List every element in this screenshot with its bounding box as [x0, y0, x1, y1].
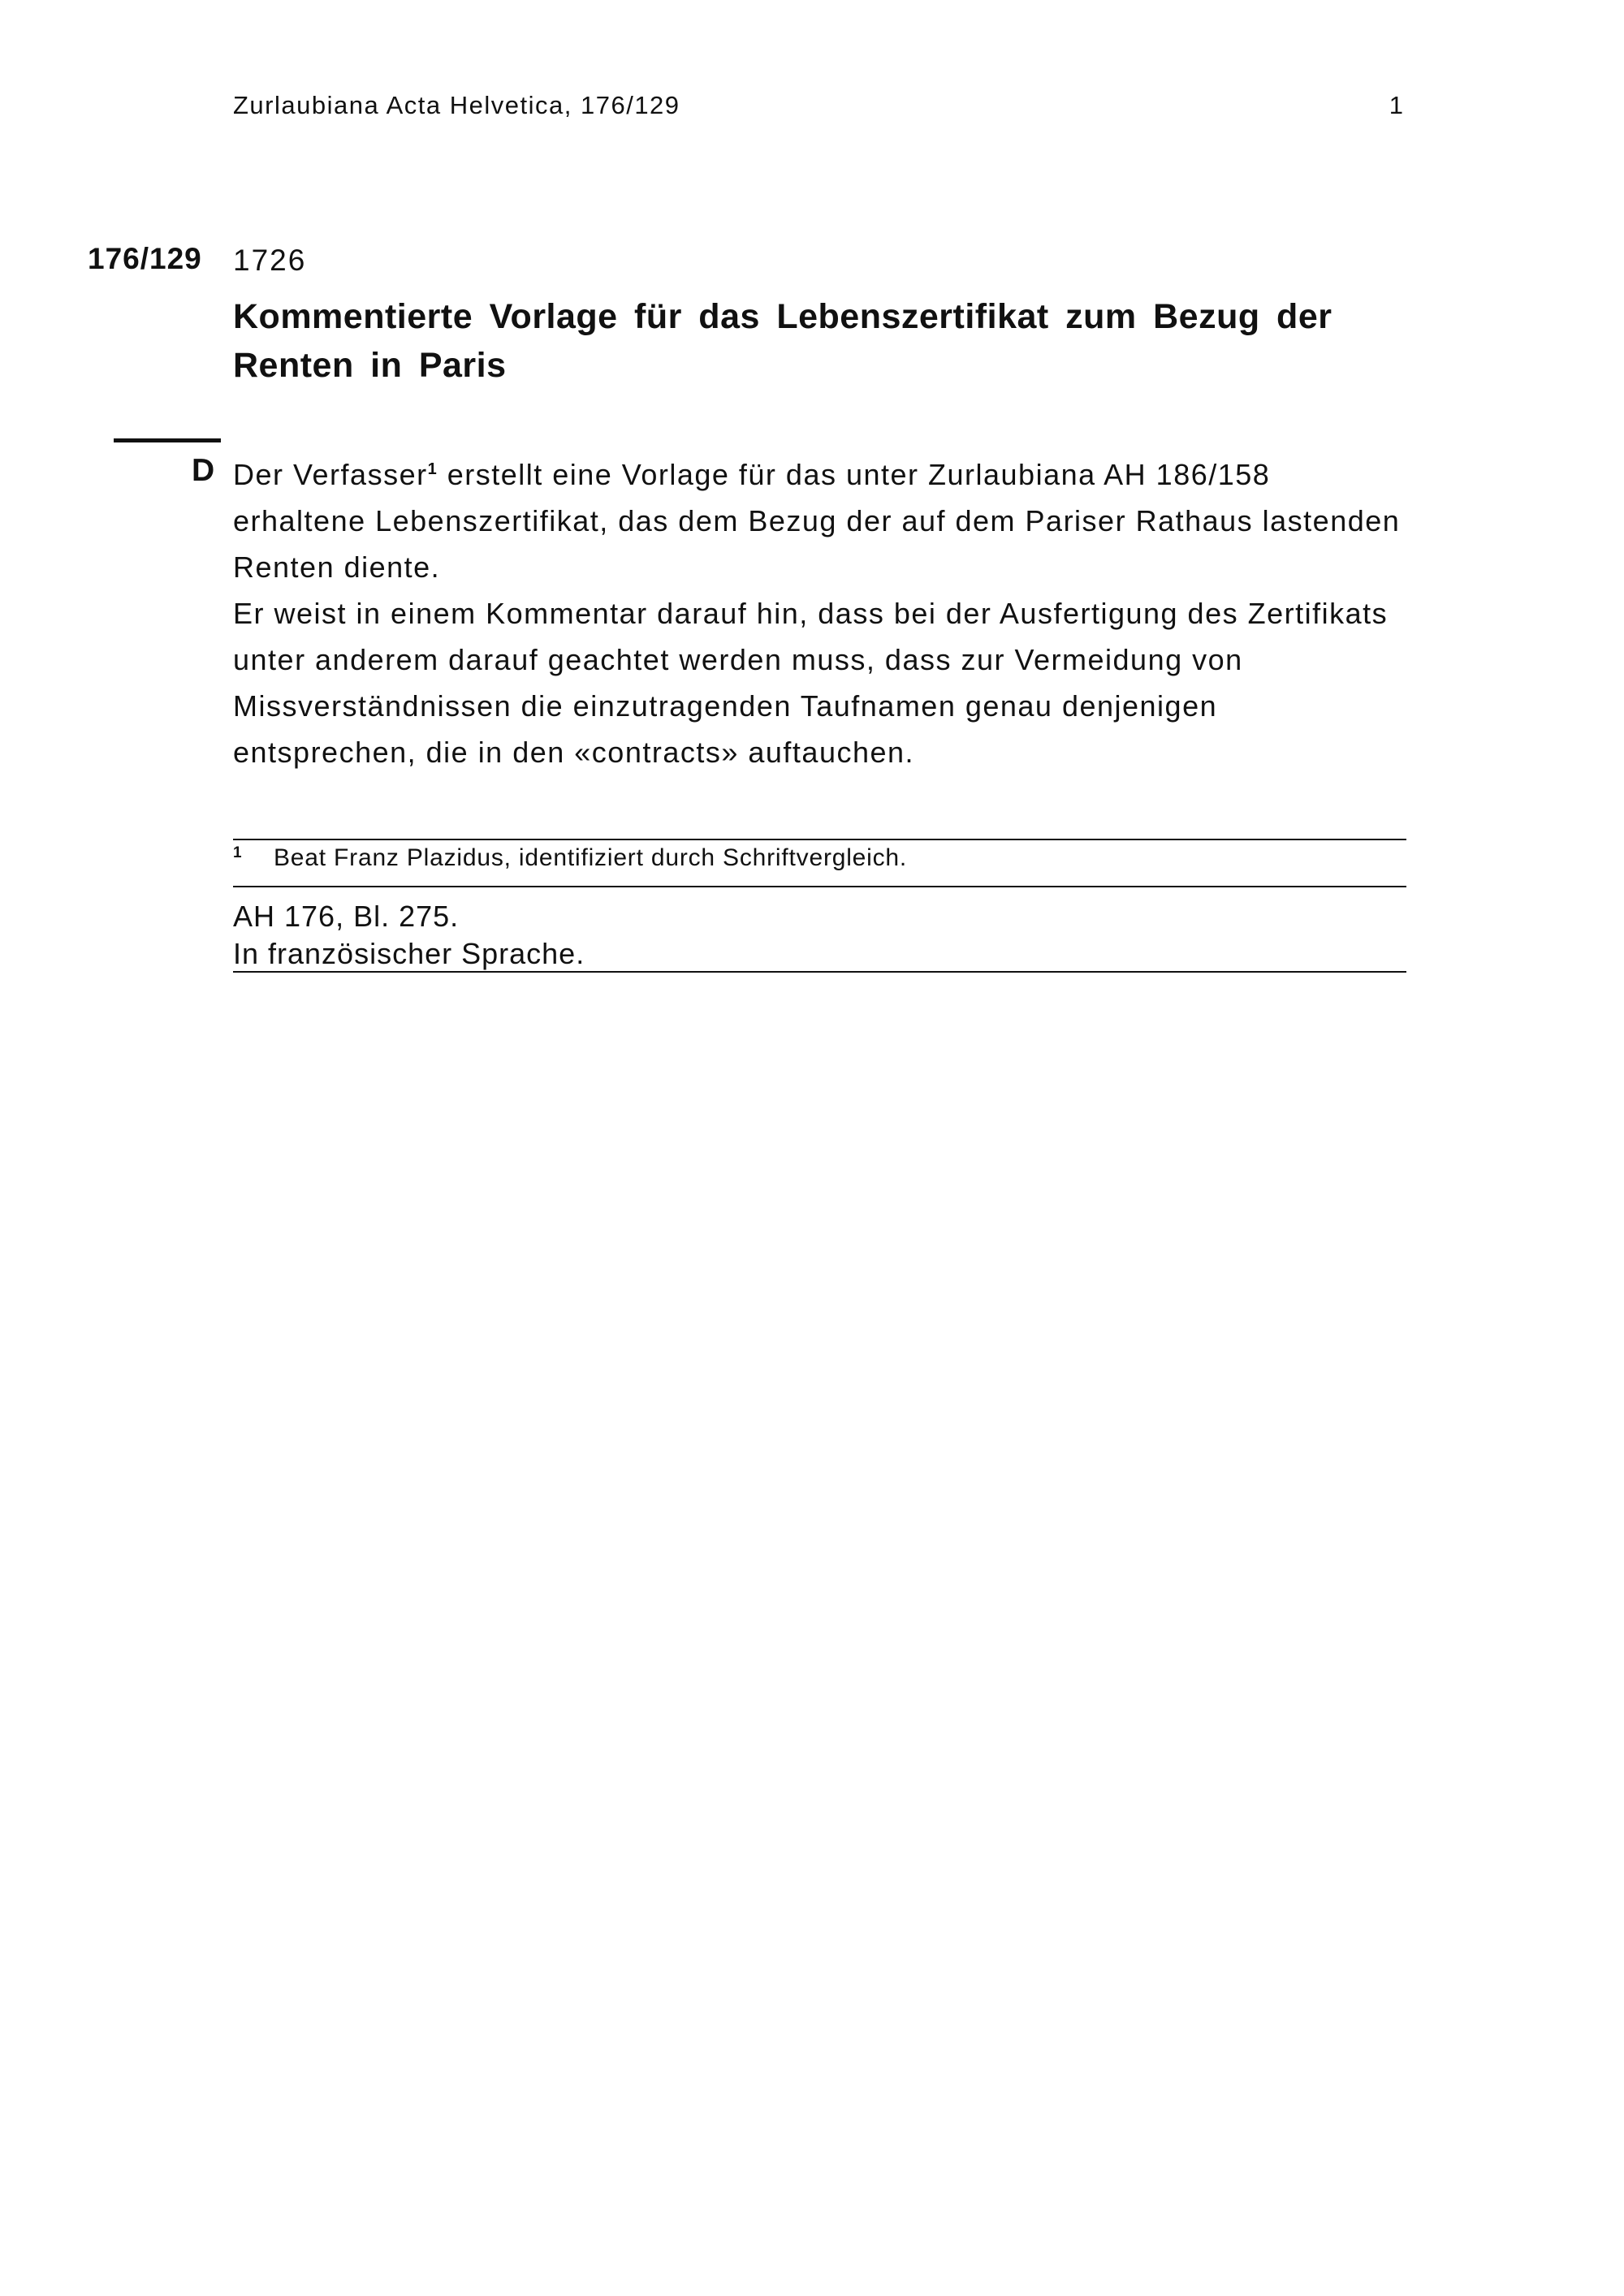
source-block [233, 898, 1402, 973]
footnote-reference[interactable]: 1 [427, 460, 438, 478]
document-year: 1726 [233, 244, 307, 277]
document-number: 176/129 [88, 242, 202, 275]
footnote-top-rule [233, 839, 1406, 840]
regest-text-after-note: erstellt eine Vorlage für das unter Zurlaubiana AH 186/158 erhaltene Lebenszertifikat, das dem Bezug der auf dem Pariser Rathaus lastenden Renten diente. [233, 458, 1401, 584]
regest-paragraph-2: Er weist in einem Kommentar darauf hin, dass bei der Ausfertigung des Zertifikats unter anderem darauf geachtet werden muss, dass zur Vermeidung von Missverständnissen die einzutragenden Taufnamen genau denjenigen entsprechen, die in den «contracts» auftauchen. [233, 597, 1389, 769]
regest-paragraph-1 [233, 451, 1402, 590]
source-shelfmark: AH 176, Bl. 275. [233, 900, 460, 933]
footnote-number: 1 [233, 844, 243, 861]
regest [233, 451, 1402, 775]
margin-rule [114, 438, 221, 442]
document-title: Kommentierte Vorlage für das Lebenszertifikat zum Bezug der Renten in Paris [233, 297, 1332, 385]
source-top-rule [233, 886, 1406, 887]
running-head: Zurlaubiana Acta Helvetica, 176/129 [233, 91, 680, 119]
source-language: In französischer Sprache. [233, 937, 585, 970]
regest-text-before-note: Der Verfasser [233, 458, 428, 491]
footnote-text: Beat Franz Plazidus, identifiziert durch Schriftvergleich. [274, 844, 908, 871]
section-marker: D [192, 453, 215, 488]
footnote [233, 844, 1402, 872]
page-number: 1 [1389, 91, 1403, 119]
source-bottom-rule [233, 971, 1406, 973]
